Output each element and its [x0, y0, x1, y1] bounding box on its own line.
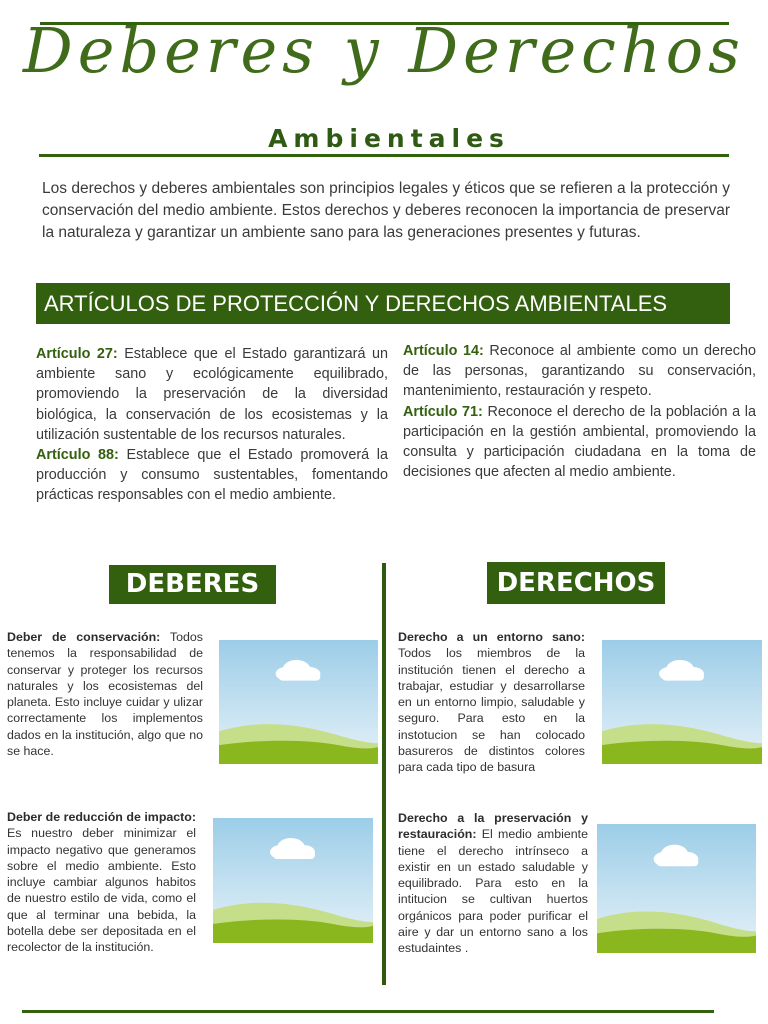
header-rule [39, 154, 729, 157]
article-71-label: Artículo 71: [403, 403, 483, 420]
deber-conservacion-text: Todos tenemos la responsabilidad de conservar y proteger los recursos naturales y los ecosistemas del planeta. Esto incluye cuidar y ulizar correctamente los implementos dados en la institución, algo que no se hace. [7, 630, 203, 759]
deber-reduccion-impacto [7, 809, 196, 956]
derecho-entorno-label: Derecho a un entorno sano: [398, 630, 585, 644]
deber-conservacion [7, 629, 203, 759]
article-71-text: Reconoce el derecho de la población a la participación en la gestión ambiental, promoviendo la consulta y participación ciudadana en la toma de decisiones que afecten al medio ambiente. [403, 403, 756, 481]
article-27-text: Establece que el Estado garantizará un ambiente sano y ecológicamente equilibrado, promoviendo la preservación de la diversidad biológica, la conservación de los ecosistemas y la utilización sustentable de los recursos naturales. [36, 346, 388, 443]
bottom-rule [22, 1010, 714, 1013]
page-title: Deberes y Derechos [23, 14, 745, 87]
articles-right-column [403, 341, 756, 482]
deberes-heading: DEBERES [109, 565, 276, 604]
article-88-text: Establece que el Estado promoverá la producción y consumo sustentables, fomentando prácticas responsables con el medio ambiente. [36, 447, 388, 504]
derecho-entorno-text: Todos los miembros de la institución tienen el derecho a trabajar, estudiar y desarrollarse en un entorno limpio, saludable y seguro. Para esto en la instotucion se han colocado basureros de distintos colores para cada tipo de basura [398, 646, 585, 775]
landscape-image-placeholder-icon [213, 818, 373, 943]
article-27-label: Artículo 27: [36, 346, 118, 362]
derechos-heading: DERECHOS [487, 562, 665, 604]
deber-reduccion-label: Deber de reducción de impacto: [7, 810, 196, 824]
column-divider [382, 563, 386, 985]
article-88-label: Artículo 88: [36, 447, 119, 464]
derecho-preservacion-label: Derecho a la preservación y restauración: [398, 811, 588, 842]
article-14-label: Artículo 14: [403, 343, 484, 359]
article-14-text: Reconoce al ambiente como un derecho de las personas, garantizando su conservación, mantenimiento, restauración y respeto. [403, 343, 756, 400]
derecho-preservacion [398, 810, 588, 957]
articles-left-column [36, 344, 388, 506]
landscape-image-placeholder-icon [597, 824, 756, 953]
derecho-preservacion-text: El medio ambiente tiene el derecho intrínseco a existir en un estado saludable y equilibrado. Para esto en la intitucion se cultivan huertos orgánicos para poder purificar el aire y dar un entorno sano a los estudaintes . [398, 827, 588, 956]
landscape-image-placeholder-icon [602, 640, 762, 764]
page-subtitle: Ambientales [268, 124, 510, 153]
deber-conservacion-label: Deber de conservación: [7, 630, 161, 644]
deber-reduccion-text: Es nuestro deber minimizar el impacto negativo que generamos sobre el medio ambiente. Esto incluye cambiar algunos habitos de nuestro estilo de vida, como el que al terminar una bebida, la botella debe ser depositada en el recolector de la institución. [7, 826, 196, 955]
articles-banner: ARTÍCULOS DE PROTECCIÓN Y DERECHOS AMBIENTALES [36, 283, 730, 324]
landscape-image-placeholder-icon [219, 640, 378, 764]
intro-paragraph: Los derechos y deberes ambientales son principios legales y éticos que se refieren a la protección y conservación del medio ambiente. Estos derechos y deberes reconocen la importancia de preservar la naturaleza y garantizar un ambiente sano para las generaciones presentes y futuras. [42, 180, 730, 241]
derecho-entorno-sano [398, 629, 585, 776]
